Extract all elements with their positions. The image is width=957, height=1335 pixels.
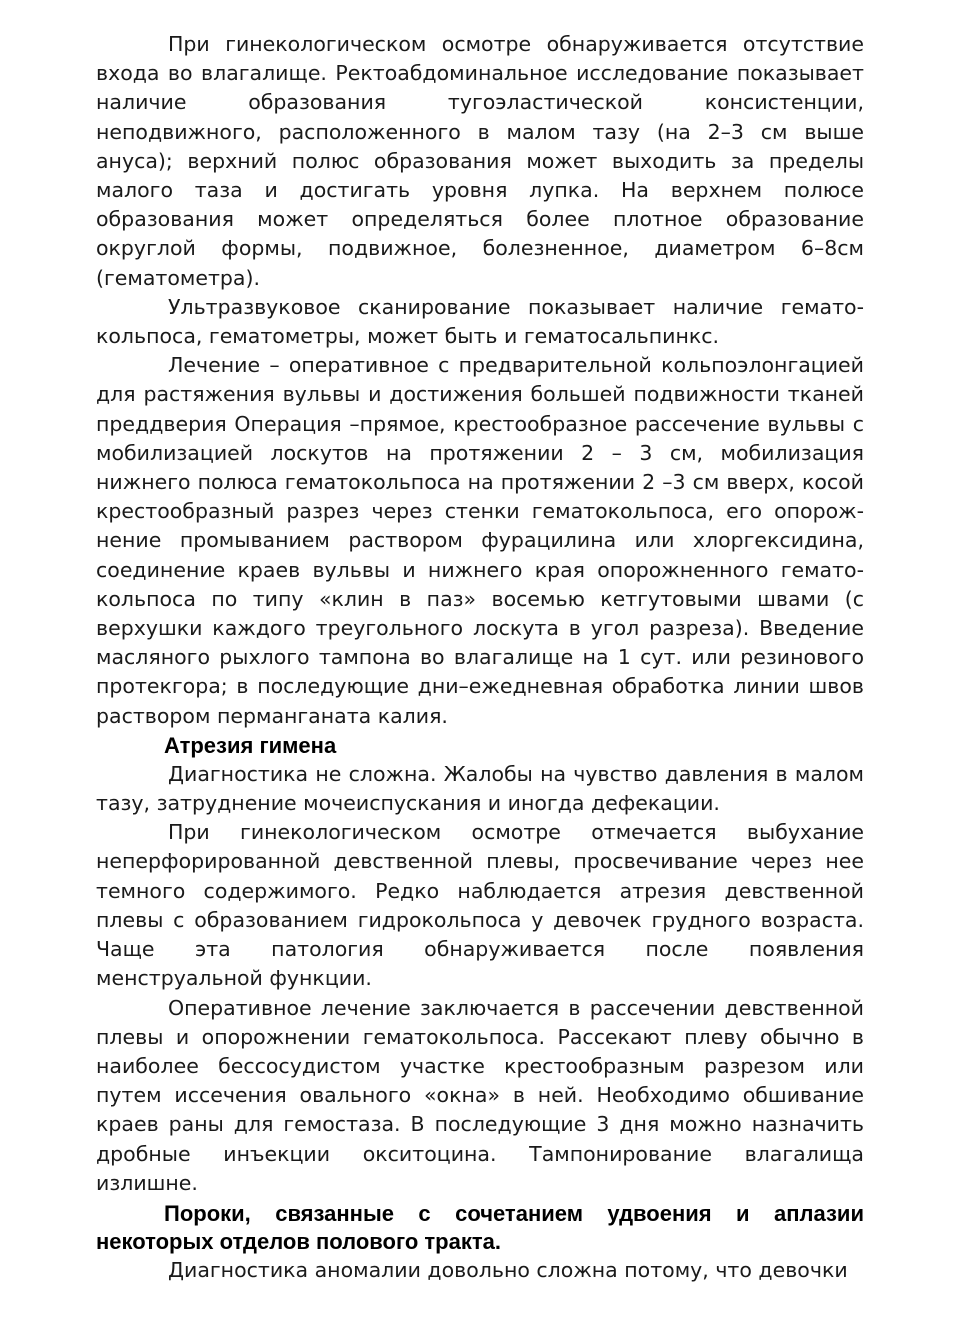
paragraph-ultrasound: Ультразвуковое сканирование показывает наличие гемато- кольпоса, гематометры, может быть и гематосальпинкс. <box>96 294 864 349</box>
section-heading-malformations: Пороки, связанные с сочетанием удвоения и аплазии некоторых отделов полового тракта. <box>96 1200 864 1254</box>
paragraph-gynecological-exam-2: При гинекологическом осмотре отмечается выбухание неперфорированной девственной плевы, просвечивание через нее темного содержимого. Редко наблюдается атрезия девственной плевы с образованием гидрокольпоса у девочек грудного возраста. Чаще эта патология обнаруживается после появления менструальной функции. <box>96 820 864 991</box>
paragraph-diagnostics: Диагностика не сложна. Жалобы на чувство давления в малом тазу, затруднение мочеиспускания и иногда дефекации. <box>96 761 864 816</box>
paragraph-anomaly-diagnostics: Диагностика аномалии довольно сложна потому, что девочки <box>168 1257 848 1282</box>
paragraph-treatment-2: Оперативное лечение заключается в рассечении девственной плевы и опорожнении гематокольпоса. Рассекают плеву обычно в наиболее бессосудистом участке крестообразным разрезом или путем иссечения овального «окна» в ней. Необходимо обшивание краев раны для гемостаза. В последующие 3 дня можно назначить дробные инъекции окситоцина. Тампонирование влагалища излишне. <box>96 995 864 1195</box>
paragraph-treatment-1: Лечение – оперативное с предварительной кольпоэлонгацией для растяжения вульвы и достижения большей подвижности тканей преддверия Операция –прямое, крестообразное рассечение вульвы с мобилизацией лоскутов на протяжении 2 – 3 см, мобилизация нижнего полюса гематокольпоса на протяжении 2 –3 см вверх, косой крестообразный разрез через стенки гематокольпоса, его опорож- нение промыванием раствором фурацилина или хлоргексидина, соединение краев вульвы и нижнего края опорожненного гемато- кольпоса по типу «клин в паз» восемью кетгутовыми швами (с верхушки каждого треугольного лоскута в угол разреза). Введение масляного рыхлого тампона во влагалище на 1 сут. или резинового протекгора; в последующие дни–ежедневная обработка линии швов раствором перманганата калия. <box>96 353 864 728</box>
paragraph-gynecological-exam-1: При гинекологическом осмотре обнаруживается отсутствие входа во влагалище. Ректоабдоминальное исследование показывает наличие образования тугоэластической консистенции, неподвижного, расположенного в малом тазу (на 2–3 см выше ануса); верхний полюс образования может выходить за пределы малого таза и достигать уровня лупка. На верхнем полюсе образования может определяться более плотное образование округлой формы, подвижное, болезненное, диаметром 6–8см (гематометра). <box>96 32 864 290</box>
document-page <box>96 30 864 1285</box>
section-heading-atresia: Атрезия гимена <box>164 732 337 758</box>
